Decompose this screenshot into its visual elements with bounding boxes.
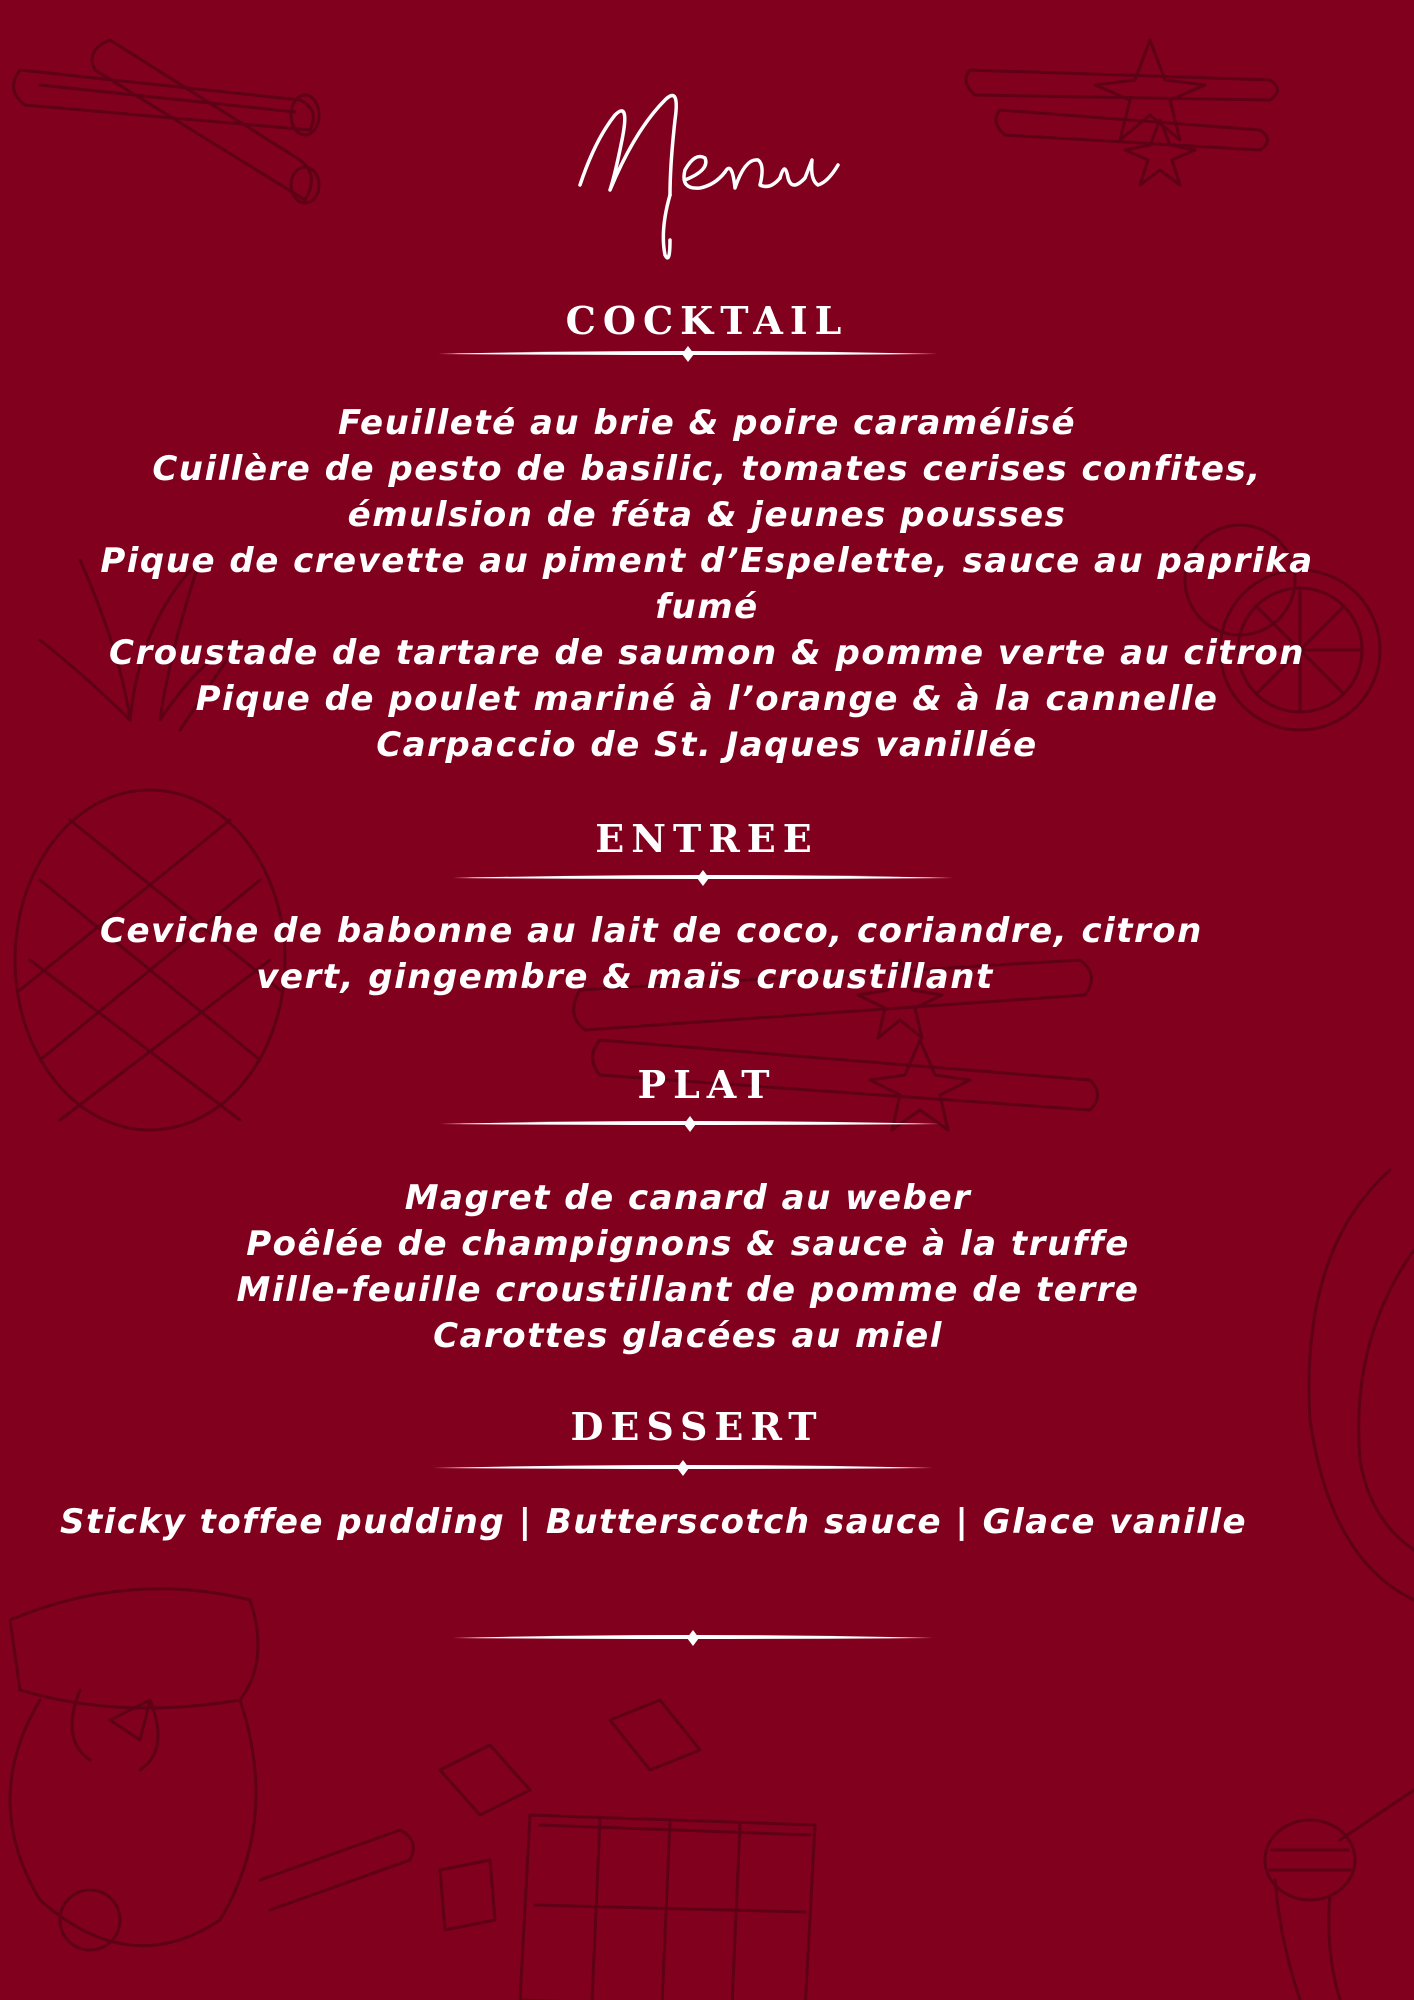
- plat-divider: [440, 1114, 940, 1134]
- menu-item: Feuilleté au brie & poire caramélisé: [337, 403, 1077, 443]
- menu-item: Carottes glacées au miel: [433, 1316, 943, 1356]
- cocktail-items: [100, 400, 1314, 768]
- dessert-divider: [433, 1458, 933, 1478]
- cinnamon-sticks-illustration: [14, 40, 319, 203]
- plat-heading: PLAT: [637, 1062, 777, 1107]
- menu-item: Magret de canard au weber: [404, 1178, 972, 1218]
- plat-items: [100, 1175, 1276, 1359]
- entree-items: [100, 908, 1203, 1000]
- star-anise-illustration: [966, 40, 1278, 185]
- menu-item: émulsion de féta & jeunes pousses: [347, 495, 1067, 535]
- menu-item: Poêlée de champignons & sauce à la truffe: [246, 1224, 1130, 1264]
- menu-item: fumé: [655, 587, 759, 627]
- menu-item: Croustade de tartare de saumon & pomme verte au citron: [109, 633, 1305, 673]
- menu-item: Pique de crevette au piment d’Espelette, sauce au paprika: [100, 541, 1314, 581]
- cocktail-divider: [438, 344, 938, 364]
- menu-item: Pique de poulet mariné à l’orange & à la cannelle: [195, 679, 1219, 719]
- dessert-items: [60, 1499, 1248, 1545]
- menu-item: Carpaccio de St. Jaques vanillée: [376, 725, 1038, 765]
- entree-heading: ENTREE: [595, 816, 819, 861]
- honey-dipper-illustration: [1265, 1790, 1414, 2000]
- menu-item: Ceviche de babonne au lait de coco, coriandre, citron: [100, 911, 1203, 951]
- cocktail-heading: COCKTAIL: [565, 298, 849, 343]
- chocolate-bar-illustration: [440, 1700, 815, 2000]
- closing-divider: [453, 1628, 933, 1648]
- menu-item: vert, gingembre & maïs croustillant: [256, 957, 994, 997]
- menu-item: Sticky toffee pudding | Butterscotch sauce | Glace vanille: [60, 1502, 1248, 1542]
- menu-item: Mille-feuille croustillant de pomme de terre: [236, 1270, 1140, 1310]
- entree-divider: [453, 868, 953, 888]
- honey-jar-illustration: [10, 1589, 413, 1950]
- menu-title-script: [560, 60, 860, 270]
- dessert-heading: DESSERT: [570, 1404, 824, 1449]
- menu-item: Cuillère de pesto de basilic, tomates cerises confites,: [152, 449, 1262, 489]
